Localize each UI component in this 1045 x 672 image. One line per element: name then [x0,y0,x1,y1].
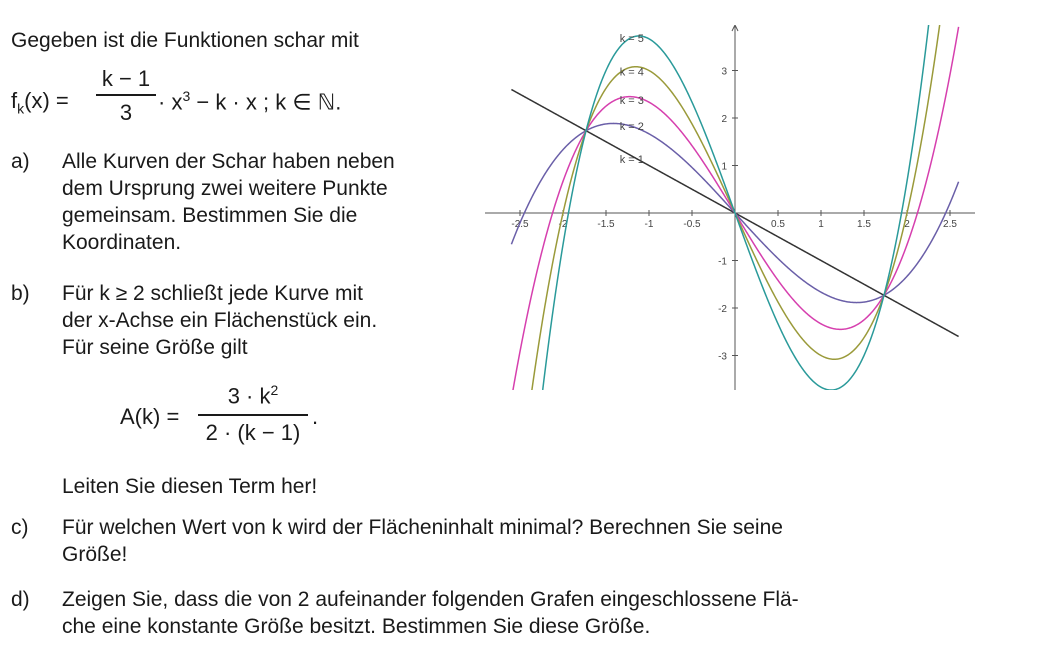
formula-f: f [11,88,18,113]
formula-rhs-a: · x [158,89,183,115]
item-a-marker: a) [11,150,30,173]
y-tick-label: 3 [721,66,727,78]
series-label-k-1: k = 1 [619,154,644,167]
item-a-line-1: Alle Kurven der Schar haben neben [62,150,395,173]
area-denominator: 2 · (k − 1) [205,420,301,445]
item-a-line-3: gemeinsam. Bestimmen Sie die [62,204,358,227]
area-num-exponent: 2 [270,382,279,398]
item-c-line-2: Größe! [62,543,128,566]
area-end: . [312,404,319,429]
x-tick-label: -1 [644,219,654,230]
formula-numerator: k − 1 [101,66,151,91]
item-b-follow: Leiten Sie diesen Term her! [62,475,318,498]
y-tick-label: 2 [721,114,727,125]
item-c-marker: c) [11,516,29,539]
y-tick-label: -3 [718,351,727,363]
formula-rhs-b: − k · x ; k ∈ ℕ. [190,89,342,115]
curve-k-5 [543,25,929,390]
x-tick-label: 2.5 [943,219,957,230]
formula-exponent: 3 [182,88,191,104]
area-lhs: A(k) = [120,404,180,429]
x-tick-label: -2.5 [511,219,529,230]
y-tick-label: -1 [718,256,727,268]
x-tick-label: 1 [818,219,824,230]
x-tick-label: 0.5 [771,219,785,230]
item-b-marker: b) [11,282,30,305]
item-d-line-1: Zeigen Sie, dass die von 2 aufeinander folgenden Grafen eingeschlossene Flä- [62,588,799,611]
item-b-line-2: der x-Achse ein Flächenstück ein. [62,309,378,332]
series-label-k-3: k = 3 [619,94,644,107]
area-numerator: 3 · k [227,383,271,409]
item-a-line-2: dem Ursprung zwei weitere Punkte [62,177,388,200]
area-fraction-bar [198,414,308,416]
y-tick-label: 1 [721,161,727,173]
y-tick-label: -2 [718,304,727,315]
x-tick-label: -2 [558,219,568,230]
intro-text: Gegeben ist die Funktionen schar mit [11,29,359,52]
series-label-k-5: k = 5 [619,33,644,45]
x-tick-label: 2 [904,219,910,230]
formula-arg: (x) = [24,88,69,113]
item-c-line-1: Für welchen Wert von k wird der Flächeninhalt minimal? Berechnen Sie seine [62,516,783,539]
item-d-line-2: che eine konstante Größe besitzt. Bestimmen Sie diese Größe. [62,615,651,638]
series-label-k-4: k = 4 [619,66,644,79]
formula-denominator: 3 [119,100,133,125]
formula-subscript: k [17,100,25,117]
item-d-marker: d) [11,588,30,611]
item-b-line-3: Für seine Größe gilt [62,336,248,359]
x-tick-label: -1.5 [597,219,615,230]
curve-k-4 [532,25,940,390]
x-tick-label: 1.5 [857,219,871,230]
item-b-line-1: Für k ≥ 2 schließt jede Kurve mit [62,282,363,305]
x-tick-label: -0.5 [683,219,701,230]
function-family-plot [485,25,975,390]
series-label-k-2: k = 2 [619,120,644,133]
formula-fraction-bar [96,94,156,96]
item-a-line-4: Koordinaten. [62,231,182,254]
